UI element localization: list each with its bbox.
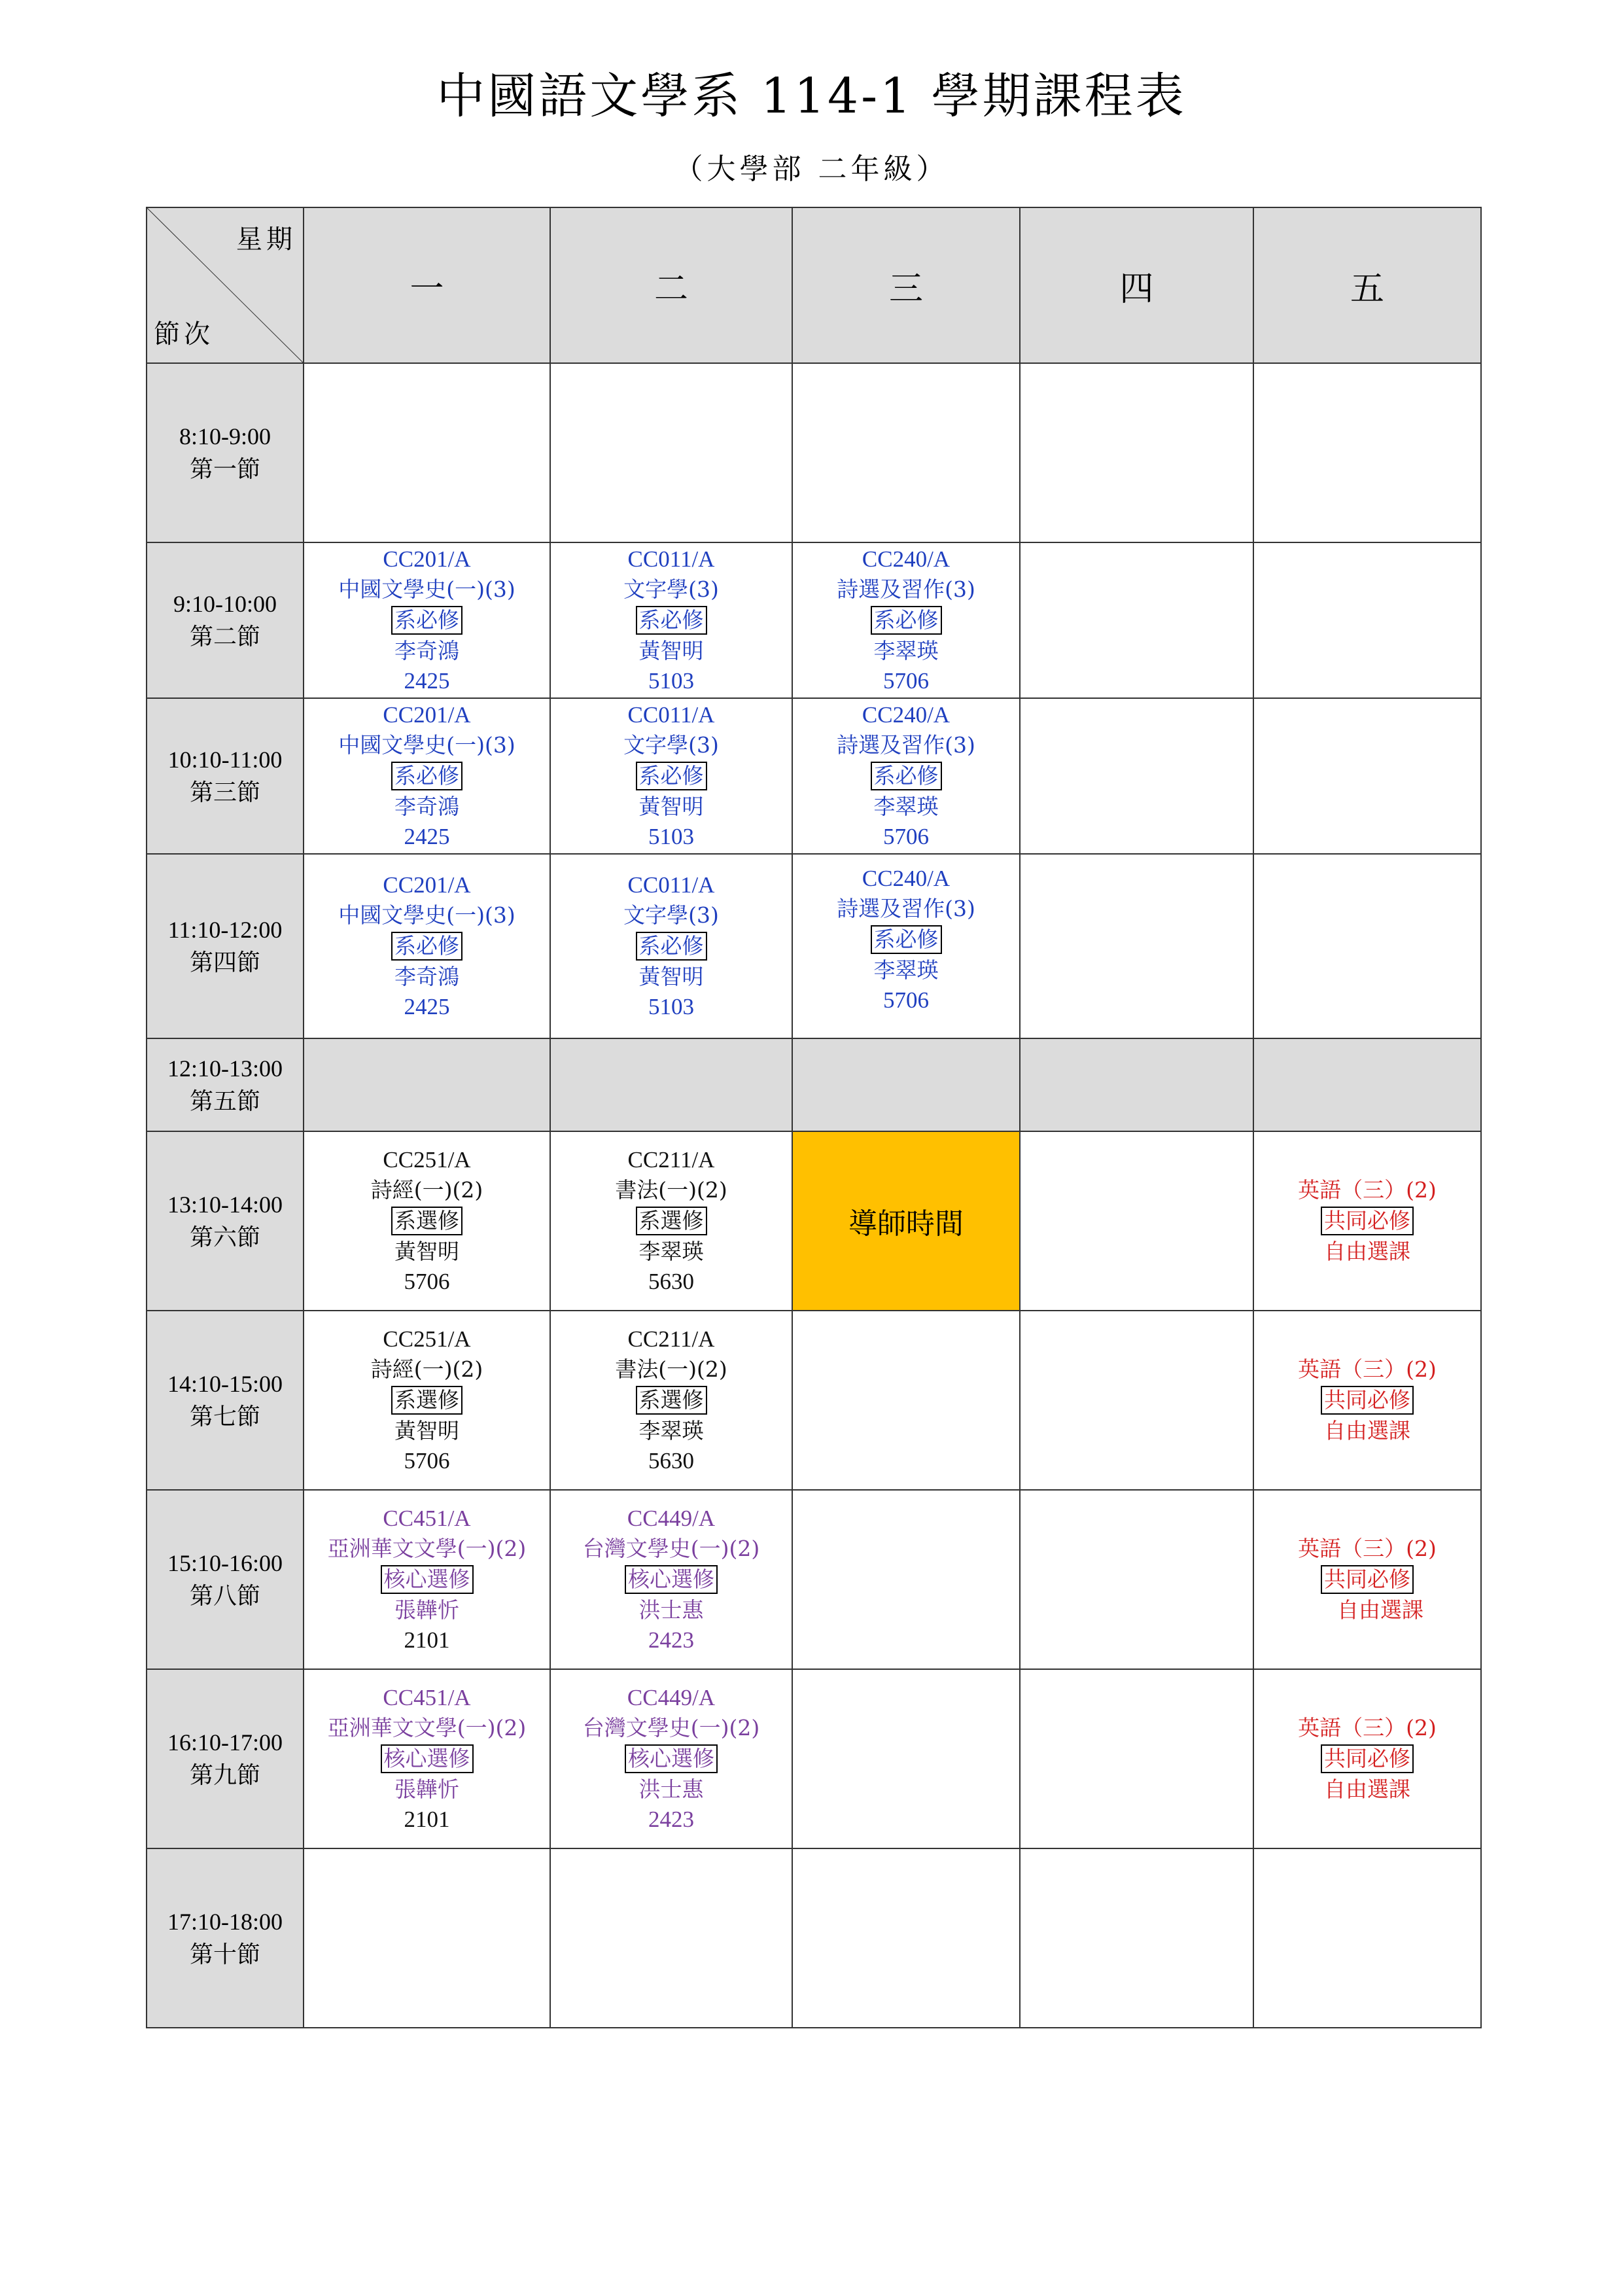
course-name: 文字學(3) xyxy=(623,576,719,602)
course-room: 5630 xyxy=(648,1269,694,1294)
period-row xyxy=(147,854,1481,1038)
course-name: 詩經(一)(2) xyxy=(370,1356,483,1382)
day-header-tue: 二 xyxy=(550,207,792,363)
empty-cell xyxy=(1020,1311,1253,1490)
period-cell xyxy=(147,1848,304,2028)
course-name: 文字學(3) xyxy=(623,902,719,928)
day-header-mon: 一 xyxy=(304,207,550,363)
course-name: 詩選及習作(3) xyxy=(837,732,975,758)
period-time: 14:10-15:00 xyxy=(167,1371,283,1397)
period-time: 10:10-11:00 xyxy=(167,747,283,773)
period-cell xyxy=(147,1311,304,1490)
course-code: CC449/A xyxy=(627,1685,716,1710)
course-type-badge: 系選修 xyxy=(636,1386,707,1415)
header-row xyxy=(147,207,1481,363)
course-name: 英語（三）(2) xyxy=(1298,1356,1437,1382)
course-type-badge: 共同必修 xyxy=(1321,1386,1414,1415)
course-code: CC451/A xyxy=(383,1685,471,1710)
period-cell xyxy=(147,1131,304,1311)
period-time: 13:10-14:00 xyxy=(167,1192,283,1218)
course-teacher: 李翠瑛 xyxy=(873,957,939,983)
course-room: 2101 xyxy=(404,1627,450,1653)
course-name: 英語（三）(2) xyxy=(1298,1536,1437,1561)
course-type-badge: 系必修 xyxy=(391,606,462,635)
course-type-badge: 系必修 xyxy=(871,762,942,790)
period-row xyxy=(147,542,1481,698)
course-cell[interactable] xyxy=(304,854,550,1038)
course-code: CC201/A xyxy=(383,546,471,572)
period-cell xyxy=(147,854,304,1038)
course-room: 5630 xyxy=(648,1448,694,1474)
period-name: 第八節 xyxy=(189,1583,260,1609)
period-name: 第三節 xyxy=(189,779,260,805)
period-time: 8:10-9:00 xyxy=(179,423,271,450)
empty-cell xyxy=(1253,1848,1481,2028)
course-name: 文字學(3) xyxy=(623,732,719,758)
period-cell xyxy=(147,542,304,698)
course-type-badge: 系選修 xyxy=(636,1207,707,1235)
course-room: 5706 xyxy=(883,824,929,849)
period-cell xyxy=(147,1038,304,1131)
empty-cell xyxy=(304,1848,550,2028)
course-type-badge: 系必修 xyxy=(871,925,942,954)
course-code: CC240/A xyxy=(862,546,951,572)
course-teacher: 黃智明 xyxy=(394,1239,459,1264)
course-name: 詩選及習作(3) xyxy=(837,896,975,921)
course-teacher: 李翠瑛 xyxy=(873,638,939,663)
course-cell[interactable] xyxy=(304,1311,550,1490)
period-cell xyxy=(147,1490,304,1669)
course-cell[interactable] xyxy=(550,542,792,698)
course-cell[interactable] xyxy=(304,698,550,854)
empty-cell xyxy=(304,363,550,542)
course-name: 詩選及習作(3) xyxy=(837,576,975,602)
empty-cell xyxy=(1253,1038,1481,1131)
course-type-badge: 系必修 xyxy=(636,606,707,635)
course-cell[interactable] xyxy=(792,542,1020,698)
period-row xyxy=(147,1490,1481,1669)
empty-cell xyxy=(1020,1038,1253,1131)
empty-cell xyxy=(792,363,1020,542)
course-code: CC240/A xyxy=(862,702,951,728)
course-code: CC251/A xyxy=(383,1147,471,1173)
course-type-badge: 系必修 xyxy=(636,762,707,790)
course-note: 自由選課 xyxy=(1324,1776,1410,1802)
empty-cell xyxy=(1253,854,1481,1038)
course-code: CC011/A xyxy=(627,702,715,728)
course-cell[interactable] xyxy=(1253,1131,1481,1311)
course-type-badge: 系必修 xyxy=(636,932,707,961)
course-room: 2423 xyxy=(648,1627,694,1653)
page-subtitle: （大學部 二年級） xyxy=(674,152,949,186)
course-teacher: 張韡忻 xyxy=(394,1776,459,1802)
period-row xyxy=(147,1848,1481,2028)
course-type-badge: 核心選修 xyxy=(381,1565,474,1594)
day-header-wed: 三 xyxy=(792,207,1020,363)
course-room: 2423 xyxy=(648,1807,694,1832)
period-name: 第四節 xyxy=(189,949,260,976)
empty-cell xyxy=(1020,1669,1253,1848)
course-type-badge: 核心選修 xyxy=(625,1565,718,1594)
course-code: CC451/A xyxy=(383,1506,471,1531)
period-name: 第一節 xyxy=(189,456,260,482)
empty-cell xyxy=(1253,542,1481,698)
empty-cell xyxy=(1020,1490,1253,1669)
course-type-badge: 核心選修 xyxy=(381,1744,474,1773)
course-name: 中國文學史(一)(3) xyxy=(338,902,515,928)
course-room: 2425 xyxy=(404,824,450,849)
course-room: 5706 xyxy=(883,668,929,694)
course-teacher: 黃智明 xyxy=(394,1418,459,1443)
course-name: 書法(一)(2) xyxy=(615,1177,727,1203)
course-type-badge: 系選修 xyxy=(391,1386,462,1415)
empty-cell xyxy=(792,1848,1020,2028)
course-teacher: 黃智明 xyxy=(638,794,704,819)
course-code: CC201/A xyxy=(383,872,471,898)
course-teacher: 洪士惠 xyxy=(638,1776,704,1802)
course-type-badge: 核心選修 xyxy=(625,1744,718,1773)
period-row xyxy=(147,1311,1481,1490)
period-row xyxy=(147,1669,1481,1848)
period-row xyxy=(147,363,1481,542)
day-header-thu: 四 xyxy=(1020,207,1253,363)
empty-cell xyxy=(1020,854,1253,1038)
course-note: 自由選課 xyxy=(1324,1418,1410,1443)
day-header-fri: 五 xyxy=(1253,207,1481,363)
course-cell[interactable] xyxy=(1253,1490,1481,1669)
course-name: 英語（三）(2) xyxy=(1298,1715,1437,1740)
timetable xyxy=(146,207,1482,2028)
period-time: 17:10-18:00 xyxy=(167,1909,283,1935)
course-name: 中國文學史(一)(3) xyxy=(338,732,515,758)
period-cell xyxy=(147,1669,304,1848)
course-cell[interactable] xyxy=(550,1311,792,1490)
course-cell[interactable] xyxy=(550,1669,792,1848)
course-name: 中國文學史(一)(3) xyxy=(338,576,515,602)
course-teacher: 黃智明 xyxy=(638,638,704,663)
period-time: 16:10-17:00 xyxy=(167,1729,283,1756)
empty-cell xyxy=(1020,363,1253,542)
course-room: 5706 xyxy=(404,1269,450,1294)
empty-cell xyxy=(1020,542,1253,698)
course-room: 2425 xyxy=(404,994,450,1019)
course-teacher: 張韡忻 xyxy=(394,1597,459,1623)
period-name: 第十節 xyxy=(189,1941,260,1968)
course-cell[interactable] xyxy=(550,698,792,854)
empty-cell xyxy=(1020,698,1253,854)
course-teacher: 李奇鴻 xyxy=(394,794,459,819)
course-teacher: 李奇鴻 xyxy=(394,964,459,989)
period-row xyxy=(147,1131,1481,1311)
course-type-badge: 共同必修 xyxy=(1321,1744,1414,1773)
course-cell[interactable] xyxy=(304,1131,550,1311)
empty-cell xyxy=(792,1669,1020,1848)
period-name: 第二節 xyxy=(189,624,260,650)
course-code: CC011/A xyxy=(627,546,715,572)
period-time: 15:10-16:00 xyxy=(167,1550,283,1576)
course-teacher: 黃智明 xyxy=(638,964,704,989)
course-cell[interactable] xyxy=(550,1490,792,1669)
course-code: CC211/A xyxy=(627,1326,715,1352)
period-row xyxy=(147,1038,1481,1131)
course-name: 台灣文學史(一)(2) xyxy=(582,1536,760,1561)
course-room: 5103 xyxy=(648,668,694,694)
course-type-badge: 系選修 xyxy=(391,1207,462,1235)
course-teacher: 洪士惠 xyxy=(638,1597,704,1623)
course-name: 英語（三）(2) xyxy=(1298,1177,1437,1203)
empty-cell xyxy=(792,1490,1020,1669)
course-cell[interactable] xyxy=(792,698,1020,854)
page-title: 中國語文學系 114-1 學期課程表 xyxy=(436,68,1187,124)
course-code: CC449/A xyxy=(627,1506,716,1531)
period-name: 第九節 xyxy=(189,1762,260,1788)
course-cell[interactable] xyxy=(550,1131,792,1311)
course-type-badge: 共同必修 xyxy=(1321,1207,1414,1235)
course-type-badge: 共同必修 xyxy=(1321,1565,1414,1594)
course-code: CC211/A xyxy=(627,1147,715,1173)
empty-cell xyxy=(792,1038,1020,1131)
course-cell[interactable] xyxy=(792,854,1020,1038)
course-code: CC011/A xyxy=(627,872,715,898)
course-room: 5103 xyxy=(648,824,694,849)
period-time: 11:10-12:00 xyxy=(167,917,283,943)
empty-cell xyxy=(304,1038,550,1131)
course-name: 詩經(一)(2) xyxy=(370,1177,483,1203)
empty-cell xyxy=(550,1038,792,1131)
course-note: 自由選課 xyxy=(1324,1239,1410,1264)
course-name: 台灣文學史(一)(2) xyxy=(582,1715,760,1740)
period-cell xyxy=(147,363,304,542)
course-code: CC201/A xyxy=(383,702,471,728)
course-cell[interactable] xyxy=(304,1490,550,1669)
period-name: 第七節 xyxy=(189,1404,260,1430)
course-teacher: 李翠瑛 xyxy=(873,794,939,819)
course-teacher: 李奇鴻 xyxy=(394,638,459,663)
course-code: CC240/A xyxy=(862,866,951,891)
course-type-badge: 系必修 xyxy=(871,606,942,635)
course-cell[interactable] xyxy=(304,542,550,698)
course-cell[interactable] xyxy=(304,1669,550,1848)
empty-cell xyxy=(1253,698,1481,854)
course-room: 5706 xyxy=(883,987,929,1013)
course-note: 自由選課 xyxy=(1337,1597,1423,1623)
course-teacher: 李翠瑛 xyxy=(638,1418,704,1443)
empty-cell xyxy=(550,363,792,542)
period-time: 12:10-13:00 xyxy=(167,1055,283,1082)
corner-cell xyxy=(147,207,304,363)
course-teacher: 李翠瑛 xyxy=(638,1239,704,1264)
empty-cell xyxy=(1020,1131,1253,1311)
course-type-badge: 系必修 xyxy=(391,762,462,790)
course-code: CC251/A xyxy=(383,1326,471,1352)
course-name: 書法(一)(2) xyxy=(615,1356,727,1382)
empty-cell xyxy=(550,1848,792,2028)
period-cell xyxy=(147,698,304,854)
course-type-badge: 系必修 xyxy=(391,932,462,961)
course-cell[interactable] xyxy=(1253,1311,1481,1490)
course-cell[interactable] xyxy=(550,854,792,1038)
period-name: 第六節 xyxy=(189,1224,260,1250)
empty-cell xyxy=(792,1311,1020,1490)
empty-cell xyxy=(1253,363,1481,542)
period-label: 節次 xyxy=(154,319,214,349)
empty-cell xyxy=(1020,1848,1253,2028)
period-name: 第五節 xyxy=(189,1088,260,1114)
course-room: 2425 xyxy=(404,668,450,694)
period-time: 9:10-10:00 xyxy=(173,591,277,617)
tutor-time-cell: 導師時間 xyxy=(792,1131,1020,1311)
course-room: 5103 xyxy=(648,994,694,1019)
course-room: 5706 xyxy=(404,1448,450,1474)
weekday-label: 星期 xyxy=(236,224,296,255)
course-cell[interactable] xyxy=(1253,1669,1481,1848)
course-name: 亞洲華文文學(一)(2) xyxy=(327,1715,527,1740)
period-row xyxy=(147,698,1481,854)
course-name: 亞洲華文文學(一)(2) xyxy=(327,1536,527,1561)
course-room: 2101 xyxy=(404,1807,450,1832)
